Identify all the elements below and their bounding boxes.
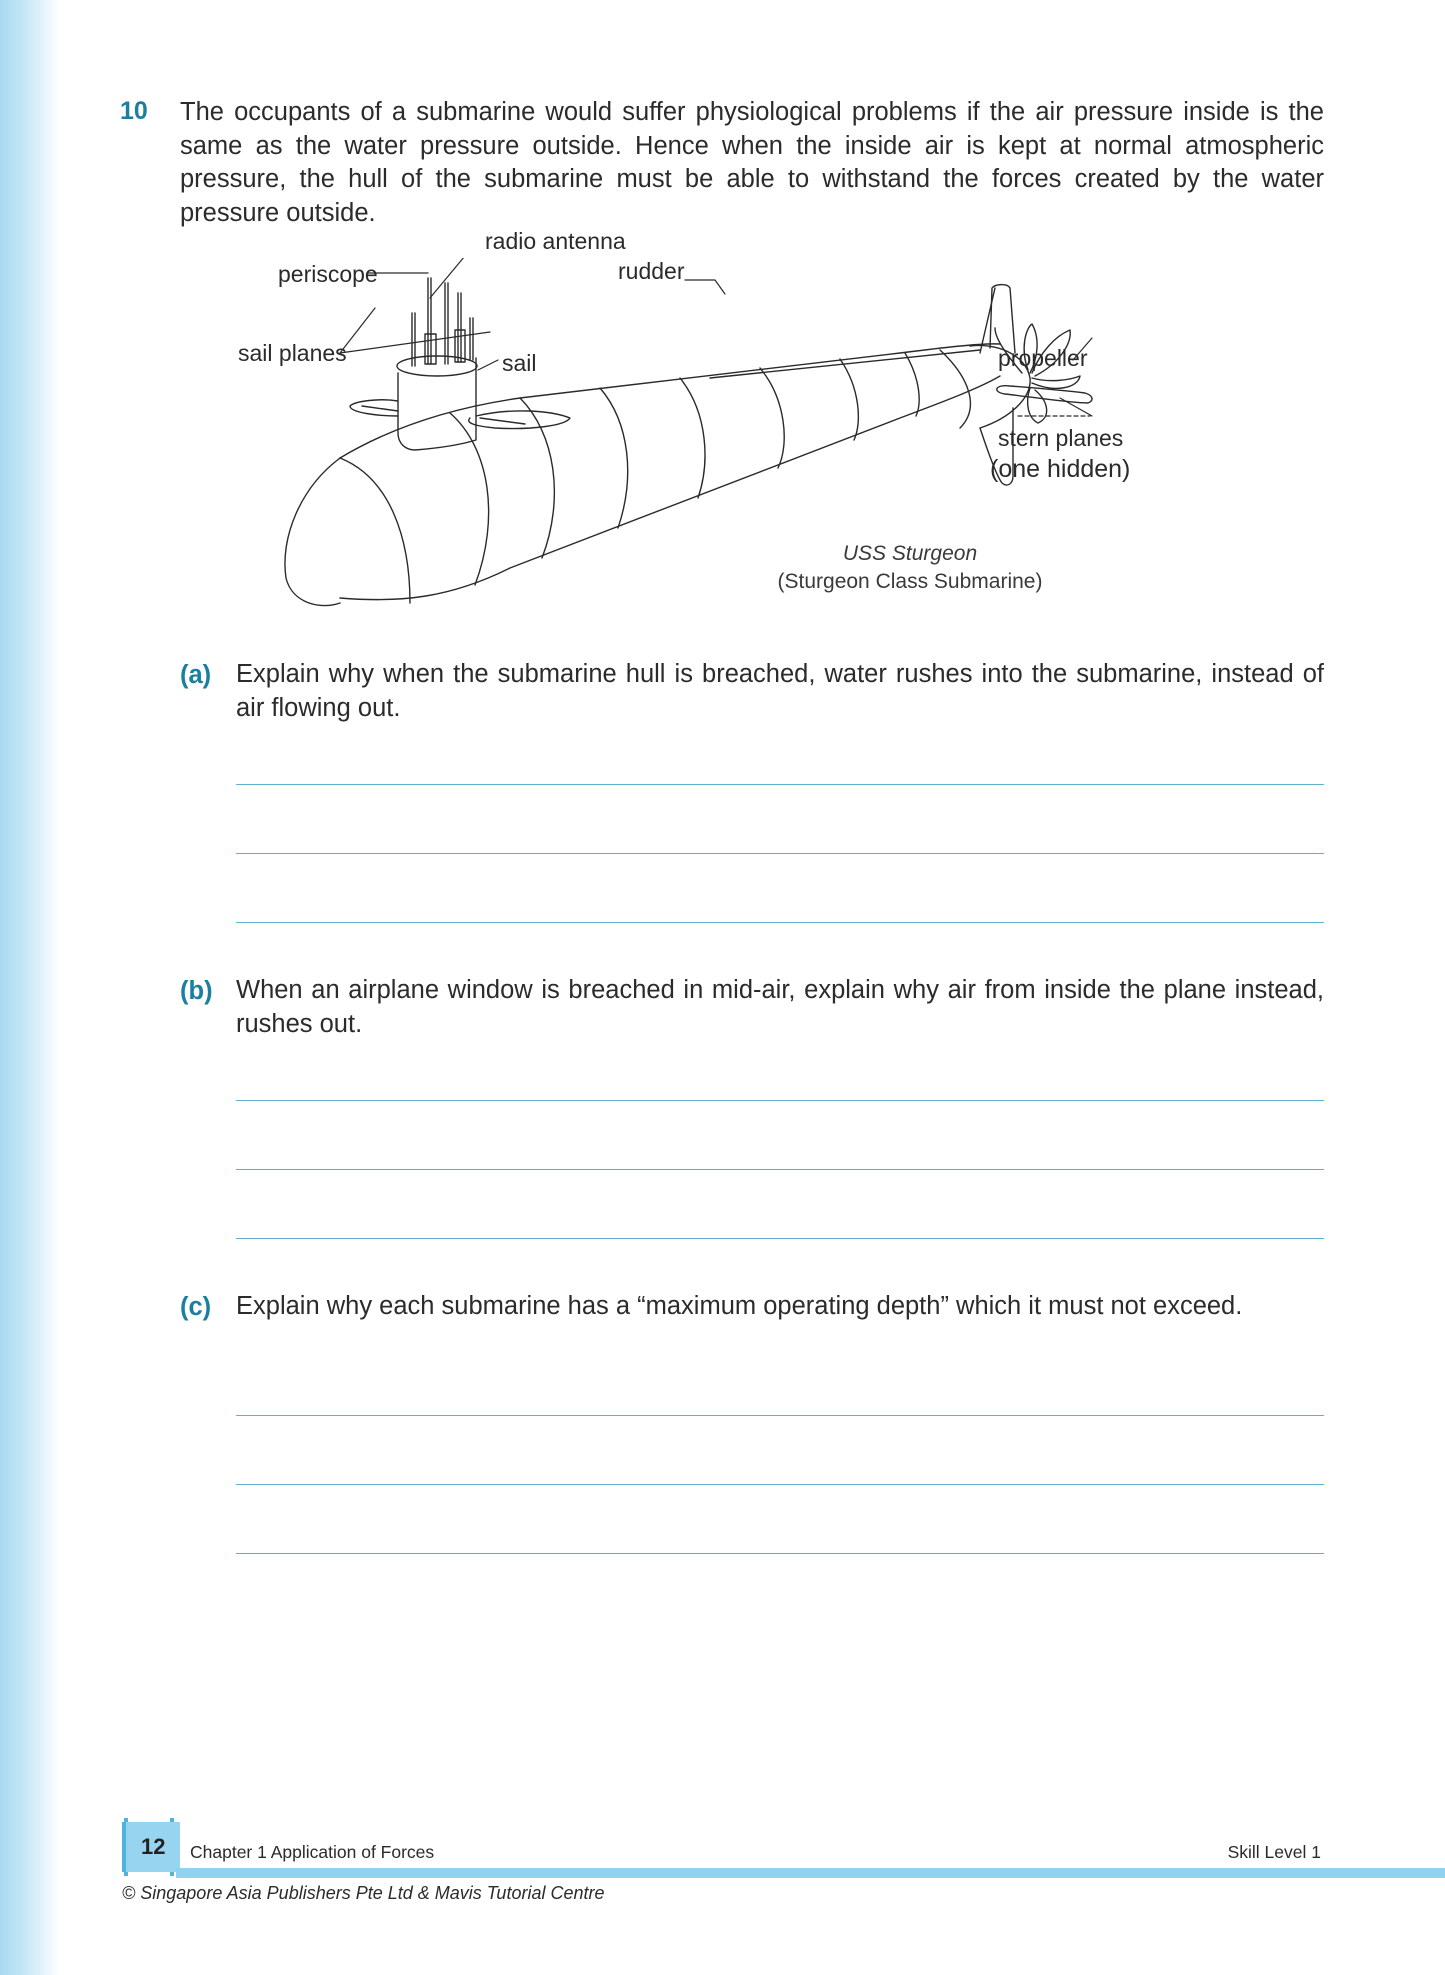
label-stern-planes-note: (one hidden) [990,455,1131,483]
footer-divider-bar [176,1868,1445,1878]
part-c-text: Explain why each submarine has a “maximum operating depth” which it must not exceed. [236,1292,1243,1320]
part-b-text: When an airplane window is breached in mid-air, explain why air from inside the plane instead, rushes out. [236,976,1324,1038]
part-c-answer-line[interactable] [236,1415,1324,1416]
label-stern-planes: stern planes [998,425,1124,451]
badge-dot-decoration [170,1872,174,1876]
label-sail-planes: sail planes [238,340,347,366]
label-rudder: rudder [618,258,685,284]
label-periscope: periscope [278,261,378,287]
part-b-label: (b) [180,977,213,1005]
part-c-label: (c) [180,1293,212,1321]
part-c-answer-line[interactable] [236,1484,1324,1485]
diagram-caption-subtitle: (Sturgeon Class Submarine) [777,570,1043,593]
part-b-answer-line[interactable] [236,1100,1324,1101]
skill-level: Skill Level 1 [1227,1842,1321,1862]
badge-dot-decoration [124,1818,128,1822]
part-a-answer-line[interactable] [236,853,1324,854]
badge-dot-decoration [170,1818,174,1822]
part-a-label: (a) [180,661,212,689]
question-number: 10 [120,97,148,125]
copyright-notice: © Singapore Asia Publishers Pte Ltd & Mavis Tutorial Centre [122,1883,605,1903]
part-c-answer-line[interactable] [236,1553,1324,1554]
part-a-answer-line[interactable] [236,784,1324,785]
page-side-strip [0,0,60,1975]
label-radio-antenna: radio antenna [485,228,626,254]
badge-dot-decoration [124,1872,128,1876]
part-b-answer-line[interactable] [236,1238,1324,1239]
page-number: 12 [141,1834,166,1859]
part-b-answer-line[interactable] [236,1169,1324,1170]
question-intro: The occupants of a submarine would suffer physiological problems if the air pressure inside is the same as the water pressure outside. Hence when the inside air is kept at normal atmospheric pressure, the hull of the submarine must be able to withstand the forces created by the water pressure outside. [180,98,1324,227]
label-sail: sail [502,350,537,376]
part-a-text: Explain why when the submarine hull is breached, water rushes into the submarine, instead of air flowing out. [236,660,1324,722]
diagram-caption-title: USS Sturgeon [842,542,978,565]
label-propeller: propeller [998,345,1088,371]
chapter-title: Chapter 1 Application of Forces [190,1842,435,1862]
part-a-answer-line[interactable] [236,922,1324,923]
submarine-diagram [238,228,1180,618]
